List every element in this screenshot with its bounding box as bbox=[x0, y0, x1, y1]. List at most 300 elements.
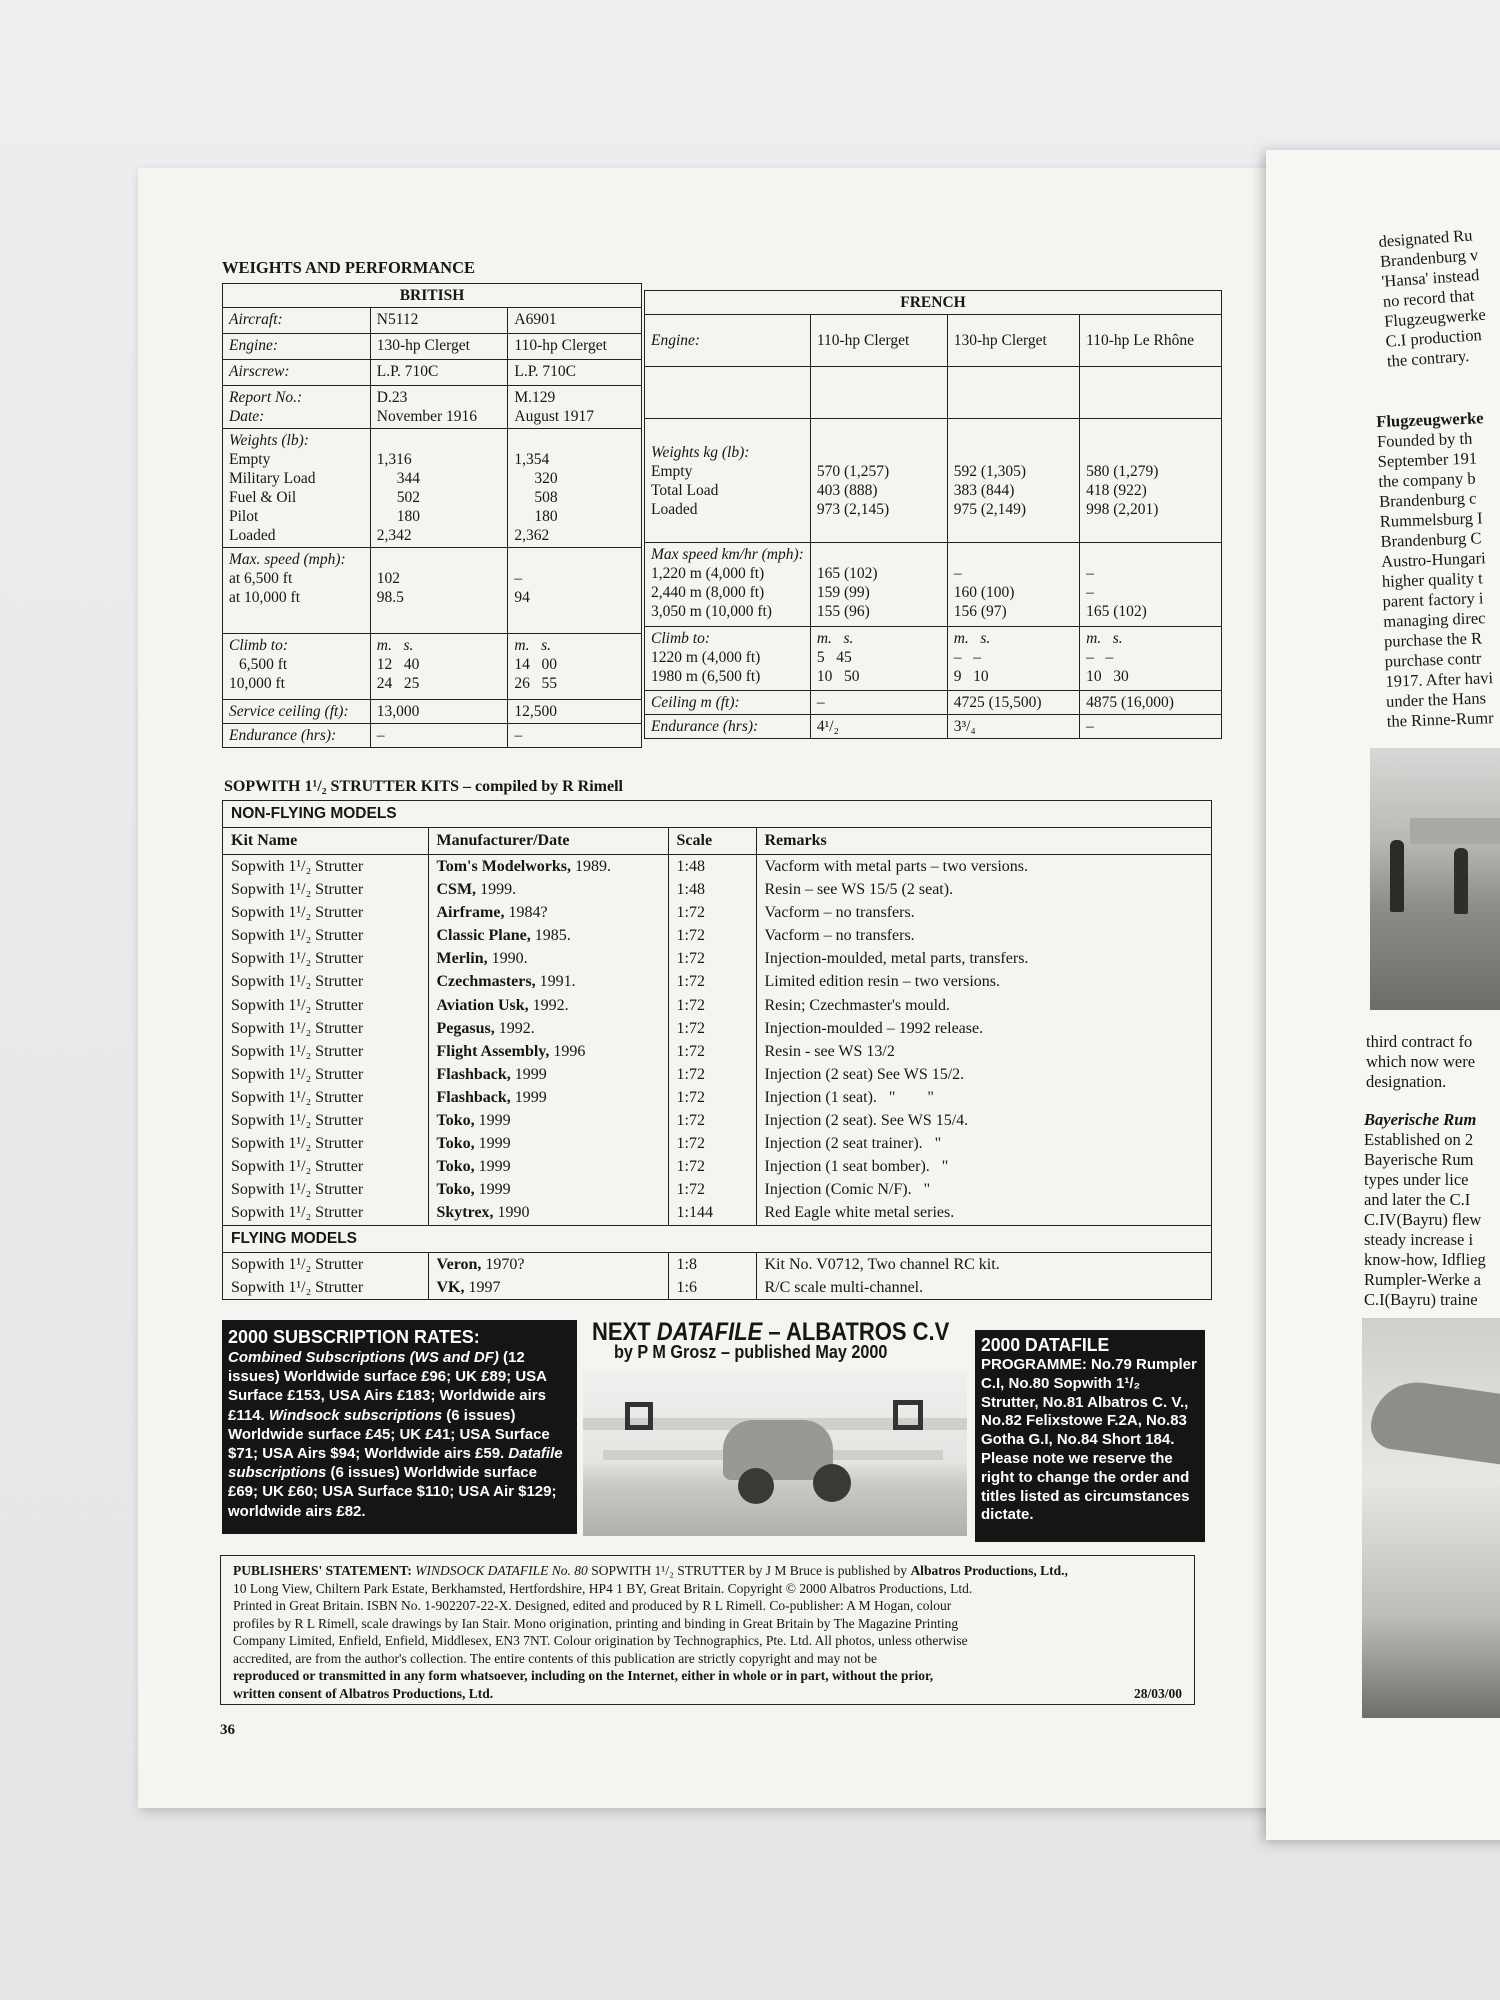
label: 1,220 m (4,000 ft) bbox=[651, 565, 765, 582]
value: – bbox=[514, 570, 523, 587]
manufacturer-year: 1999 bbox=[510, 1065, 547, 1083]
facing-paragraph-1 bbox=[1378, 225, 1489, 372]
text-line: purchase the R bbox=[1383, 628, 1483, 651]
manufacturer-cell bbox=[428, 994, 668, 1017]
kit-row bbox=[223, 1132, 1211, 1155]
kit-name-cell: Sopwith 1¹/₂ Strutter bbox=[231, 1181, 364, 1199]
kit-row bbox=[223, 1276, 1211, 1299]
cell bbox=[810, 419, 947, 543]
row-label: Ceiling m (ft): bbox=[645, 691, 811, 715]
value: 165 (102) bbox=[816, 565, 878, 582]
text-line: the contrary. bbox=[1386, 345, 1470, 371]
unit-label: m. s. bbox=[953, 630, 991, 647]
row-label: Aircraft: bbox=[223, 308, 371, 334]
unit-label: m. s. bbox=[816, 630, 854, 647]
manufacturer-name: Pegasus, bbox=[436, 1019, 495, 1037]
aircraft-shape bbox=[1410, 818, 1500, 844]
value: 9 10 bbox=[953, 668, 989, 685]
manufacturer-name: Toko, bbox=[436, 1158, 475, 1176]
kit-name-cell: Sopwith 1¹/₂ Strutter bbox=[231, 996, 364, 1014]
manufacturer-name: Flashback, bbox=[436, 1088, 511, 1106]
value: 180 bbox=[534, 508, 558, 525]
manufacturer-year: 1990 bbox=[493, 1204, 530, 1222]
facing-paragraph-2 bbox=[1376, 408, 1495, 732]
programme-title: 2000 DATAFILE bbox=[981, 1334, 1110, 1355]
label: Total Load bbox=[651, 481, 719, 499]
cell: 110-hp Le Rhône bbox=[1080, 315, 1222, 367]
text-line: purchase contr bbox=[1384, 648, 1482, 671]
value: 344 bbox=[396, 470, 421, 487]
label: Loaded bbox=[229, 527, 276, 544]
cell: L.P. 710C bbox=[370, 360, 508, 386]
label: Report No.: bbox=[229, 389, 303, 406]
weights-heading: WEIGHTS AND PERFORMANCE bbox=[222, 258, 476, 277]
row-label: Service ceiling (ft): bbox=[223, 700, 371, 724]
cell bbox=[947, 367, 1079, 419]
manufacturer-cell bbox=[428, 1086, 668, 1109]
row-label: Endurance (hrs): bbox=[223, 724, 371, 748]
label: 10,000 ft bbox=[229, 675, 285, 692]
cell bbox=[810, 627, 947, 691]
remarks-cell: Injection (2 seat). See WS 15/4. bbox=[756, 1109, 1211, 1132]
scale-cell: 1:72 bbox=[668, 901, 756, 924]
text-line: steady increase i bbox=[1364, 1230, 1474, 1249]
kit-row bbox=[223, 1063, 1211, 1086]
datafile-label: DATAFILE bbox=[656, 1318, 763, 1346]
programme-box bbox=[975, 1330, 1205, 1542]
text-line: under the Hans bbox=[1385, 688, 1487, 711]
remarks-cell: R/C scale multi-channel. bbox=[756, 1276, 1211, 1299]
manufacturer-cell bbox=[428, 1178, 668, 1201]
page-number: 36 bbox=[220, 1722, 235, 1738]
next-byline: by P M Grosz – published May 2000 bbox=[614, 1342, 888, 1362]
remarks-cell: Limited edition resin – two versions. bbox=[756, 970, 1211, 993]
value: 156 (97) bbox=[953, 603, 1007, 620]
remarks-cell: Injection (1 seat bomber). " bbox=[756, 1155, 1211, 1178]
kit-name-cell: Sopwith 1¹/₂ Strutter bbox=[231, 1255, 364, 1273]
photo-aircraft bbox=[1362, 1318, 1500, 1718]
kit-name-cell: Sopwith 1¹/₂ Strutter bbox=[231, 858, 364, 875]
remarks-cell: Injection (1 seat). " " bbox=[756, 1086, 1211, 1109]
row-label: Engine: bbox=[223, 334, 371, 360]
text-line: Austro-Hungari bbox=[1380, 548, 1486, 571]
manufacturer-year: 1991. bbox=[535, 973, 576, 991]
cell bbox=[370, 634, 508, 700]
cell: 110-hp Clerget bbox=[810, 315, 947, 367]
manufacturer-name: Classic Plane, bbox=[436, 927, 531, 945]
remarks-cell: Injection (2 seat trainer). " bbox=[756, 1132, 1211, 1155]
cell: 4725 (15,500) bbox=[947, 691, 1079, 715]
value: 102 bbox=[376, 570, 401, 587]
value: 160 (100) bbox=[953, 584, 1015, 601]
remarks-cell: Vacform – no transfers. bbox=[756, 901, 1211, 924]
kit-name-cell: Sopwith 1¹/₂ Strutter bbox=[231, 1088, 364, 1106]
value: 383 (844) bbox=[953, 481, 1015, 499]
kit-name-cell: Sopwith 1¹/₂ Strutter bbox=[231, 1204, 364, 1222]
label: Date: bbox=[229, 408, 265, 425]
cell bbox=[370, 548, 508, 634]
value: 159 (99) bbox=[816, 584, 870, 601]
ps-line: 10 Long View, Chiltern Park Estate, Berkhamsted, Hertfordshire, HP4 1 BY, Great Britain. Copyright © 2000 Albatros Productions, Ltd. bbox=[233, 1580, 973, 1596]
text-line: C.IV(Bayru) flew bbox=[1364, 1210, 1482, 1229]
manufacturer-name: Toko, bbox=[436, 1112, 475, 1130]
cell bbox=[810, 543, 947, 627]
programme-text: PROGRAMME: No.79 Rumpler C.I, No.80 Sopwith 1¹/₂ Strutter, No.81 Albatros C. V., No.82 Felixstowe F.2A, No.83 Gotha G.I, No.84 Short 184. Please note we reserve the right to change the order and titles listed as circumstances dictate. bbox=[981, 1356, 1197, 1524]
text-line: September 191 bbox=[1377, 448, 1478, 471]
kit-row bbox=[223, 878, 1211, 901]
combined-label: Combined Subscriptions (WS and DF) bbox=[228, 1349, 499, 1366]
scale-cell: 1:72 bbox=[668, 1155, 756, 1178]
manufacturer-name: Toko, bbox=[436, 1181, 475, 1199]
manufacturer-year: 1999 bbox=[474, 1112, 511, 1130]
cell bbox=[508, 634, 642, 700]
value: 94 bbox=[514, 589, 530, 606]
kit-name-cell: Sopwith 1¹/₂ Strutter bbox=[231, 881, 364, 899]
french-header: FRENCH bbox=[645, 291, 1222, 315]
manufacturer-year: 1992. bbox=[528, 996, 569, 1014]
text-line: which now were bbox=[1366, 1052, 1476, 1071]
manufacturer-cell bbox=[428, 901, 668, 924]
remarks-cell: Injection-moulded – 1992 release. bbox=[756, 1017, 1211, 1040]
kit-row bbox=[223, 1201, 1211, 1224]
kit-name-cell: Sopwith 1¹/₂ Strutter bbox=[231, 1135, 364, 1153]
facing-page bbox=[1266, 150, 1500, 1840]
value: 1,354 bbox=[514, 451, 550, 468]
scale-cell: 1:6 bbox=[668, 1276, 756, 1299]
label: Loaded bbox=[651, 500, 698, 518]
cell bbox=[645, 367, 811, 419]
flying-rows bbox=[223, 1253, 1211, 1299]
value: – bbox=[953, 565, 962, 582]
british-header: BRITISH bbox=[223, 284, 642, 308]
manufacturer-year: 1999 bbox=[510, 1088, 547, 1106]
kits-table bbox=[222, 800, 1212, 1300]
text-line: designated Ru bbox=[1378, 225, 1474, 251]
label: Empty bbox=[229, 451, 271, 468]
text-line: C.I production bbox=[1384, 325, 1483, 351]
value: – – bbox=[953, 649, 981, 666]
cell bbox=[947, 627, 1079, 691]
row-label bbox=[645, 627, 811, 691]
kit-name-cell: Sopwith 1¹/₂ Strutter bbox=[231, 904, 364, 922]
row-label bbox=[645, 419, 811, 543]
manufacturer-year: 1990. bbox=[487, 950, 528, 968]
datafile-text: (6 issues) Worldwide surface £69; UK £60; USA Surface $110; USA Air $129; worldwide airs £82. bbox=[228, 1464, 557, 1520]
figure-shape bbox=[1454, 848, 1468, 914]
kit-name-cell: Sopwith 1¹/₂ Strutter bbox=[231, 1042, 364, 1060]
remarks-cell: Resin – see WS 15/5 (2 seat). bbox=[756, 878, 1211, 901]
remarks-cell: Vacform – no transfers. bbox=[756, 924, 1211, 947]
row-label bbox=[645, 543, 811, 627]
manufacturer-year: 1996 bbox=[549, 1042, 586, 1060]
cell bbox=[810, 367, 947, 419]
kit-row bbox=[223, 1253, 1211, 1276]
text-line: Established on 2 bbox=[1364, 1130, 1474, 1149]
next-subject: – ALBATROS C.V bbox=[768, 1318, 950, 1346]
cell: 12,500 bbox=[508, 700, 642, 724]
kit-name-cell: Sopwith 1¹/₂ Strutter bbox=[231, 1112, 364, 1130]
column-header: Kit Name bbox=[223, 828, 428, 855]
value: 975 (2,149) bbox=[953, 500, 1027, 518]
ps-date: 28/03/00 bbox=[1133, 1685, 1182, 1701]
value: 5 45 bbox=[816, 649, 852, 666]
value: 998 (2,201) bbox=[1086, 500, 1159, 518]
scale-cell: 1:72 bbox=[668, 1086, 756, 1109]
remarks-cell: Injection (Comic N/F). " bbox=[756, 1178, 1211, 1201]
scale-cell: 1:72 bbox=[668, 1109, 756, 1132]
value: 502 bbox=[396, 489, 421, 506]
kit-name-cell: Sopwith 1¹/₂ Strutter bbox=[231, 1065, 364, 1083]
ps-line: Printed in Great Britain. ISBN No. 1-902207-22-X. Designed, edited and produced by R L Rimell. Co-publisher: A M Hogan, colour bbox=[233, 1598, 952, 1613]
ps-series: WINDSOCK DATAFILE No. 80 bbox=[415, 1563, 588, 1578]
label: Max speed km/hr (mph): bbox=[651, 546, 804, 563]
manufacturer-cell bbox=[428, 1201, 668, 1224]
text-line: types under lice bbox=[1364, 1170, 1469, 1189]
value: 165 (102) bbox=[1086, 603, 1147, 620]
value: M.129 bbox=[514, 389, 556, 406]
cell: 130-hp Clerget bbox=[947, 315, 1079, 367]
manufacturer-cell bbox=[428, 1040, 668, 1063]
ps-line: profiles by R L Rimell, scale drawings by Ian Stair. Mono origination, printing and binding in Great Britain by The Magazine Printing bbox=[233, 1615, 959, 1631]
cell bbox=[1080, 367, 1222, 419]
unit-label: m. s. bbox=[1086, 630, 1123, 647]
cell bbox=[508, 548, 642, 634]
manufacturer-name: Skytrex, bbox=[436, 1204, 494, 1222]
value: 973 (2,145) bbox=[816, 500, 890, 518]
section-heading: Bayerische Rum bbox=[1364, 1110, 1477, 1129]
manufacturer-year: 1989. bbox=[571, 858, 612, 875]
scale-cell: 1:72 bbox=[668, 1132, 756, 1155]
kit-row bbox=[223, 994, 1211, 1017]
facing-paragraph-3 bbox=[1366, 1032, 1475, 1092]
label: Weights (lb): bbox=[229, 432, 309, 449]
value: 10 30 bbox=[1086, 668, 1129, 685]
scale-cell: 1:48 bbox=[668, 878, 756, 901]
scale-cell: 1:72 bbox=[668, 994, 756, 1017]
value: 12 40 bbox=[376, 656, 420, 673]
text-line: 1917. After havi bbox=[1385, 668, 1494, 691]
remarks-cell: Resin - see WS 13/2 bbox=[756, 1040, 1211, 1063]
value: – bbox=[1086, 584, 1094, 601]
value: 508 bbox=[534, 489, 558, 506]
unit-label: m. s. bbox=[376, 637, 414, 654]
scale-cell: 1:72 bbox=[668, 1063, 756, 1086]
cell: 3³/₄ bbox=[947, 715, 1079, 739]
remarks-cell: Resin; Czechmaster's mould. bbox=[756, 994, 1211, 1017]
scale-cell: 1:72 bbox=[668, 970, 756, 993]
wing-shape bbox=[1368, 1377, 1500, 1470]
manufacturer-cell bbox=[428, 855, 668, 879]
next-label: NEXT bbox=[592, 1318, 651, 1346]
manufacturer-name: CSM, bbox=[436, 881, 477, 899]
text-line: Brandenburg C bbox=[1380, 528, 1482, 551]
manufacturer-year: 1997 bbox=[464, 1278, 501, 1296]
scale-cell: 1:72 bbox=[668, 947, 756, 970]
manufacturer-year: 1984? bbox=[504, 904, 548, 922]
manufacturer-name: VK, bbox=[436, 1278, 465, 1296]
kits-heading: SOPWITH 1¹/₂ STRUTTER KITS – compiled by R Rimell bbox=[224, 778, 623, 795]
cell bbox=[508, 386, 642, 429]
value: 10 50 bbox=[816, 668, 860, 685]
value: 580 (1,279) bbox=[1086, 462, 1159, 480]
cell bbox=[508, 429, 642, 548]
row-label bbox=[223, 386, 371, 429]
kit-name-cell: Sopwith 1¹/₂ Strutter bbox=[231, 1019, 364, 1037]
ps-line: Company Limited, Enfield, Enfield, Middlesex, EN3 7NT. Colour origination by Technographics, Pte. Ltd. All photos, unless otherwise bbox=[233, 1633, 968, 1648]
remarks-cell: Vacform with metal parts – two versions. bbox=[756, 855, 1211, 879]
text-line: Rummelsburg I bbox=[1379, 508, 1483, 531]
value: 2,342 bbox=[376, 527, 412, 544]
remarks-cell: Red Eagle white metal series. bbox=[756, 1201, 1211, 1224]
column-header: Scale bbox=[668, 828, 756, 855]
text-line: Bayerische Rum bbox=[1364, 1150, 1474, 1169]
kit-row bbox=[223, 1017, 1211, 1040]
scale-cell: 1:144 bbox=[668, 1201, 756, 1224]
text-line: 'Hansa' instead bbox=[1380, 265, 1480, 291]
datafile-label: Datafile subscriptions bbox=[228, 1445, 563, 1482]
value: November 1916 bbox=[376, 408, 478, 425]
non-flying-header: NON-FLYING MODELS bbox=[223, 801, 1211, 828]
manufacturer-cell bbox=[428, 1063, 668, 1086]
label: 2,440 m (8,000 ft) bbox=[651, 584, 765, 601]
kit-name-cell: Sopwith 1¹/₂ Strutter bbox=[231, 1278, 364, 1296]
remarks-cell: Kit No. V0712, Two channel RC kit. bbox=[756, 1253, 1211, 1276]
manufacturer-year: 1999 bbox=[474, 1135, 511, 1153]
remarks-cell: Injection (2 seat) See WS 15/2. bbox=[756, 1063, 1211, 1086]
windsock-label: Windsock subscriptions bbox=[268, 1406, 443, 1424]
text-line: managing direc bbox=[1382, 608, 1486, 631]
combined-text: (12 issues) Worldwide surface £96; UK £89; USA Surface £153, USA Airs £183; Worldwide airs £114. bbox=[228, 1349, 547, 1424]
cell: – bbox=[370, 724, 508, 748]
unit-label: m. s. bbox=[514, 637, 551, 654]
ps-label: PUBLISHERS' STATEMENT: bbox=[233, 1563, 412, 1578]
cell bbox=[947, 543, 1079, 627]
manufacturer-name: Czechmasters, bbox=[436, 973, 536, 991]
manufacturer-name: Merlin, bbox=[436, 950, 488, 968]
kit-name-cell: Sopwith 1¹/₂ Strutter bbox=[231, 927, 364, 945]
kit-row bbox=[223, 924, 1211, 947]
scale-cell: 1:72 bbox=[668, 1040, 756, 1063]
manufacturer-year: 1999. bbox=[476, 881, 517, 899]
manufacturer-cell bbox=[428, 970, 668, 993]
label: at 6,500 ft bbox=[229, 570, 293, 587]
manufacturer-cell bbox=[428, 878, 668, 901]
value: 1,316 bbox=[376, 451, 412, 468]
value: – bbox=[1086, 565, 1094, 582]
ps-line: written consent of Albatros Productions, Ltd. bbox=[233, 1685, 494, 1701]
cell bbox=[1080, 419, 1222, 543]
manufacturer-year: 1985. bbox=[530, 927, 571, 945]
value: 180 bbox=[396, 508, 421, 525]
text-line: Brandenburg v bbox=[1379, 245, 1479, 271]
text-line: designation. bbox=[1366, 1072, 1447, 1091]
ps-line: SOPWITH 1¹/₂ STRUTTER by J M Bruce is published by bbox=[591, 1563, 908, 1578]
manufacturer-cell bbox=[428, 1017, 668, 1040]
column-header: Remarks bbox=[756, 828, 1211, 855]
scale-cell: 1:8 bbox=[668, 1253, 756, 1276]
value: 320 bbox=[534, 470, 558, 487]
manufacturer-year: 1970? bbox=[481, 1255, 525, 1273]
manufacturer-cell bbox=[428, 947, 668, 970]
remarks-cell: Injection-moulded, metal parts, transfers. bbox=[756, 947, 1211, 970]
text-line: the Rinne-Rumr bbox=[1386, 708, 1494, 731]
photo-airfield bbox=[1370, 748, 1500, 1010]
label: at 10,000 ft bbox=[229, 589, 301, 606]
figure-shape bbox=[1390, 840, 1404, 912]
french-table bbox=[644, 290, 1222, 739]
kit-name-cell: Sopwith 1¹/₂ Strutter bbox=[231, 1158, 364, 1176]
windsock-text: (6 issues) Worldwide surface £45; UK £41; USA Surface $71; USA Airs $94; Worldwide airs £59. bbox=[228, 1406, 550, 1463]
ps-company: Albatros Productions, Ltd., bbox=[910, 1563, 1068, 1578]
scale-cell: 1:72 bbox=[668, 1178, 756, 1201]
label: Pilot bbox=[229, 508, 259, 525]
kit-name-cell: Sopwith 1¹/₂ Strutter bbox=[231, 973, 364, 991]
facing-paragraph-4 bbox=[1364, 1110, 1486, 1310]
label: Military Load bbox=[229, 470, 316, 487]
text-line: Founded by th bbox=[1376, 428, 1473, 451]
kit-row bbox=[223, 855, 1211, 879]
cell: 130-hp Clerget bbox=[370, 334, 508, 360]
value: – – bbox=[1086, 649, 1114, 666]
text-line: Flugzeugwerke bbox=[1383, 304, 1487, 331]
text-line: know-how, Idflieg bbox=[1364, 1250, 1486, 1269]
manufacturer-name: Flashback, bbox=[436, 1065, 511, 1083]
cell bbox=[370, 386, 508, 429]
value: 418 (922) bbox=[1086, 481, 1147, 499]
manufacturer-year: 1992. bbox=[494, 1019, 535, 1037]
manufacturer-cell bbox=[428, 1253, 668, 1276]
text-line: higher quality t bbox=[1381, 568, 1484, 591]
value: 592 (1,305) bbox=[953, 462, 1027, 480]
column-header: Manufacturer/Date bbox=[428, 828, 668, 855]
cell bbox=[1080, 543, 1222, 627]
manufacturer-year: 1999 bbox=[474, 1181, 511, 1199]
text-line: Brandenburg c bbox=[1378, 488, 1477, 511]
kit-row bbox=[223, 947, 1211, 970]
subscription-box bbox=[222, 1320, 577, 1534]
cell: – bbox=[810, 691, 947, 715]
ps-line: reproduced or transmitted in any form whatsoever, including on the Internet, either in whole or in part, without the prior, bbox=[233, 1668, 934, 1683]
section-heading: Flugzeugwerke bbox=[1376, 408, 1484, 431]
value: 98.5 bbox=[376, 589, 404, 606]
publishers-statement bbox=[220, 1555, 1195, 1705]
text-line: parent factory i bbox=[1382, 588, 1484, 611]
manufacturer-cell bbox=[428, 924, 668, 947]
cell: 4¹/₂ bbox=[810, 715, 947, 739]
cell: 110-hp Clerget bbox=[508, 334, 642, 360]
label: 1220 m (4,000 ft) bbox=[651, 649, 761, 666]
wheel-shape bbox=[813, 1464, 851, 1502]
text-line: no record that bbox=[1382, 285, 1475, 311]
manufacturer-cell bbox=[428, 1109, 668, 1132]
label: Weights kg (lb): bbox=[651, 443, 750, 461]
kit-name-cell: Sopwith 1¹/₂ Strutter bbox=[231, 950, 364, 968]
wheel-shape bbox=[738, 1468, 774, 1504]
scale-cell: 1:72 bbox=[668, 1017, 756, 1040]
cell bbox=[1080, 627, 1222, 691]
cell: – bbox=[1080, 715, 1222, 739]
albatros-photo bbox=[583, 1370, 967, 1536]
flying-header: FLYING MODELS bbox=[223, 1225, 1211, 1253]
cell: 13,000 bbox=[370, 700, 508, 724]
subscription-title: 2000 SUBSCRIPTION RATES: bbox=[228, 1327, 480, 1347]
label: Climb to: bbox=[229, 637, 288, 654]
kit-row bbox=[223, 1178, 1211, 1201]
ps-line: accredited, are from the author's collection. The entire contents of this publication are strictly copyright and may not be bbox=[233, 1650, 877, 1666]
value: 403 (888) bbox=[816, 481, 878, 499]
cross-marking-shape bbox=[893, 1400, 923, 1430]
manufacturer-cell bbox=[428, 1155, 668, 1178]
